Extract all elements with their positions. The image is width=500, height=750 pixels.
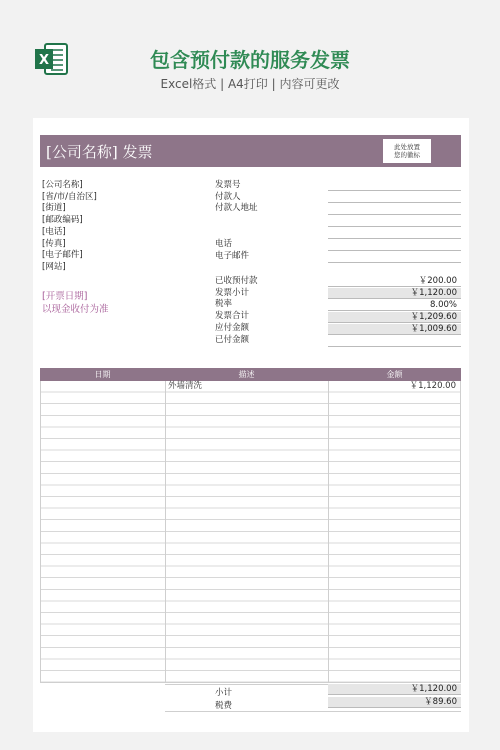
column-header-amount: 金额 bbox=[386, 370, 403, 379]
address-website: [网站] bbox=[42, 261, 66, 272]
amount-paid-value[interactable] bbox=[328, 336, 461, 347]
address-phone: [电话] bbox=[42, 226, 66, 237]
invoice-total-label: 发票合计 bbox=[215, 311, 250, 322]
email-field[interactable] bbox=[328, 262, 461, 263]
column-header-date: 日期 bbox=[94, 370, 111, 379]
company-invoice-title: [公司名称] 发票 bbox=[46, 143, 153, 161]
address-province: [省/市/自治区] bbox=[42, 191, 97, 202]
logo-text-line-1: 此处放置 bbox=[394, 143, 420, 151]
column-header-description: 描述 bbox=[238, 370, 255, 379]
company-address-block bbox=[42, 180, 97, 274]
payer-address-label: 付款人地址 bbox=[215, 203, 258, 214]
address-street: [街道] bbox=[42, 203, 66, 214]
invoice-no-label: 发票号 bbox=[215, 180, 241, 190]
table-body bbox=[40, 381, 461, 683]
phone-label: 电话 bbox=[215, 239, 233, 249]
table-header bbox=[40, 368, 461, 381]
payment-terms: 以现金收付为准 bbox=[42, 304, 109, 315]
page-title: 包含预付款的服务发票 bbox=[150, 48, 350, 72]
totals-labels bbox=[215, 276, 258, 346]
payer-field[interactable] bbox=[328, 202, 461, 203]
summary-tax-label: 税费 bbox=[215, 701, 233, 711]
summary-subtotal-value: ￥1,120.00 bbox=[328, 684, 461, 695]
address-email: [电子邮件] bbox=[42, 250, 83, 261]
tax-rate-value[interactable]: 8.00% bbox=[328, 300, 461, 311]
column-divider bbox=[328, 381, 329, 682]
logo-placeholder bbox=[383, 139, 431, 163]
prepayment-value[interactable]: ￥200.00 bbox=[328, 276, 461, 287]
summary-divider bbox=[165, 711, 461, 712]
email-label: 电子邮件 bbox=[215, 250, 250, 261]
row-amount: ￥1,120.00 bbox=[409, 381, 456, 391]
amount-paid-label: 已付金额 bbox=[215, 334, 250, 345]
address-company: [公司名称] bbox=[42, 180, 83, 190]
amount-due-label: 应付金额 bbox=[215, 322, 250, 333]
payer-address-field[interactable] bbox=[328, 214, 461, 215]
invoice-sheet bbox=[33, 118, 469, 732]
tax-rate-label: 税率 bbox=[215, 299, 233, 310]
page-header bbox=[0, 0, 500, 110]
page-subtitle: Excel格式 | A4打印 | 内容可更改 bbox=[160, 77, 340, 91]
contact-labels bbox=[215, 239, 249, 262]
table-row[interactable] bbox=[41, 381, 460, 392]
issue-date: [开票日期] bbox=[42, 291, 88, 302]
subtotal-label: 发票小计 bbox=[215, 287, 250, 298]
prepayment-label: 已收预付款 bbox=[215, 276, 258, 286]
summary-subtotal-label: 小计 bbox=[215, 688, 233, 698]
payer-address-field-2[interactable] bbox=[328, 226, 461, 227]
address-postcode: [邮政编码] bbox=[42, 215, 83, 226]
address-fax: [传真] bbox=[42, 238, 66, 249]
blank-field[interactable] bbox=[328, 238, 461, 239]
row-description: 外墙清洗 bbox=[168, 381, 203, 391]
invoice-banner bbox=[40, 135, 461, 167]
invoice-total-value: ￥1,209.60 bbox=[328, 312, 461, 323]
summary-tax-value: ￥89.60 bbox=[328, 697, 461, 708]
subtotal-value: ￥1,120.00 bbox=[328, 288, 461, 299]
amount-due-value: ￥1,009.60 bbox=[328, 324, 461, 335]
line-items-table bbox=[40, 368, 461, 683]
svg-text:X: X bbox=[38, 53, 50, 68]
payer-info-labels bbox=[215, 180, 258, 215]
column-divider bbox=[165, 381, 166, 682]
invoice-no-field[interactable] bbox=[328, 190, 461, 191]
phone-field[interactable] bbox=[328, 250, 461, 251]
logo-text-line-2: 您的徽标 bbox=[394, 151, 420, 159]
payer-label: 付款人 bbox=[215, 191, 241, 202]
